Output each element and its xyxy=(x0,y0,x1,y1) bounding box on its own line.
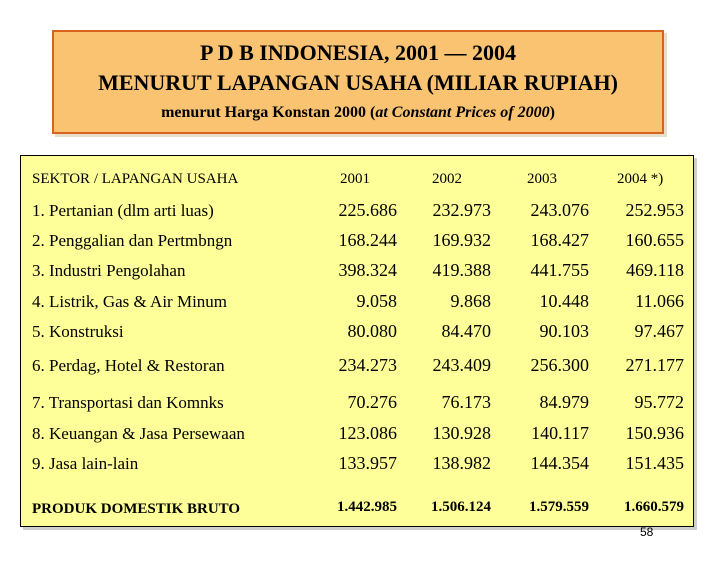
header-2001: 2001 xyxy=(340,171,370,187)
total-2001: 1.442.985 xyxy=(337,499,397,515)
cell-2003: 140.117 xyxy=(531,423,589,443)
row-label: 3. Industri Pengolahan xyxy=(32,261,186,280)
cell-2004: 151.435 xyxy=(625,453,684,473)
row-label: 7. Transportasi dan Komnks xyxy=(32,393,224,412)
cell-2004: 150.936 xyxy=(625,423,684,443)
subtitle-italic: at Constant Prices of 2000 xyxy=(375,104,550,121)
subtitle-regular: menurut Harga Konstan 2000 ( xyxy=(161,104,376,121)
cell-2002: 76.173 xyxy=(441,392,491,412)
cell-2001: 123.086 xyxy=(338,423,397,443)
cell-2002: 9.868 xyxy=(450,291,491,311)
header-2002: 2002 xyxy=(432,171,462,187)
row-label: 4. Listrik, Gas & Air Minum xyxy=(32,292,228,311)
total-2002: 1.506.124 xyxy=(431,499,491,515)
total-2004: 1.660.579 xyxy=(624,499,684,515)
row-label: 8. Keuangan & Jasa Persewaan xyxy=(32,424,245,443)
title-line-1: P D B INDONESIA, 2001 — 2004 xyxy=(200,40,516,65)
cell-2003: 441.755 xyxy=(530,260,589,280)
row-label: 9. Jasa lain-lain xyxy=(32,454,139,473)
cell-2004: 11.066 xyxy=(635,291,684,311)
header-2003: 2003 xyxy=(527,171,557,187)
row-label: 6. Perdag, Hotel & Restoran xyxy=(32,356,225,375)
cell-2003: 168.427 xyxy=(530,230,589,250)
cell-2001: 70.276 xyxy=(347,392,397,412)
cell-2001: 133.957 xyxy=(338,453,397,473)
row-label: 1. Pertanian (dlm arti luas) xyxy=(32,201,214,220)
cell-2003: 243.076 xyxy=(530,200,589,220)
page-number: 58 xyxy=(640,525,654,539)
row-label: 2. Penggalian dan Pertmbngn xyxy=(32,231,233,250)
cell-2002: 138.982 xyxy=(432,453,491,473)
subtitle-close: ) xyxy=(549,104,555,121)
cell-2002: 232.973 xyxy=(432,200,491,220)
subtitle xyxy=(54,104,662,122)
total-label: PRODUK DOMESTIK BRUTO xyxy=(32,501,241,517)
cell-2004: 160.655 xyxy=(625,230,684,250)
cell-2004: 271.177 xyxy=(625,355,684,375)
cell-2003: 144.354 xyxy=(530,453,589,473)
cell-2003: 84.979 xyxy=(539,392,589,412)
total-2003: 1.579.559 xyxy=(529,499,589,515)
title-line-2: MENURUT LAPANGAN USAHA (MILIAR RUPIAH) xyxy=(98,70,618,95)
cell-2004: 95.772 xyxy=(634,392,684,412)
header-2004: 2004 *) xyxy=(617,171,664,187)
row-label: 5. Konstruksi xyxy=(32,322,124,341)
title-box xyxy=(52,30,664,134)
cell-2003: 10.448 xyxy=(539,291,589,311)
cell-2002: 243.409 xyxy=(432,355,491,375)
cell-2001: 225.686 xyxy=(338,200,397,220)
cell-2002: 169.932 xyxy=(432,230,491,250)
cell-2001: 168.244 xyxy=(338,230,397,250)
cell-2002: 84.470 xyxy=(441,321,491,341)
cell-2001: 80.080 xyxy=(347,321,397,341)
cell-2003: 90.103 xyxy=(539,321,589,341)
cell-2001: 234.273 xyxy=(338,355,397,375)
cell-2002: 419.388 xyxy=(432,260,491,280)
header-sector: SEKTOR / LAPANGAN USAHA xyxy=(32,171,239,187)
cell-2001: 9.058 xyxy=(356,291,397,311)
cell-2004: 97.467 xyxy=(634,321,684,341)
cell-2002: 130.928 xyxy=(432,423,491,443)
cell-2001: 398.324 xyxy=(338,260,397,280)
cell-2003: 256.300 xyxy=(530,355,589,375)
cell-2004: 469.118 xyxy=(626,260,684,280)
cell-2004: 252.953 xyxy=(625,200,684,220)
